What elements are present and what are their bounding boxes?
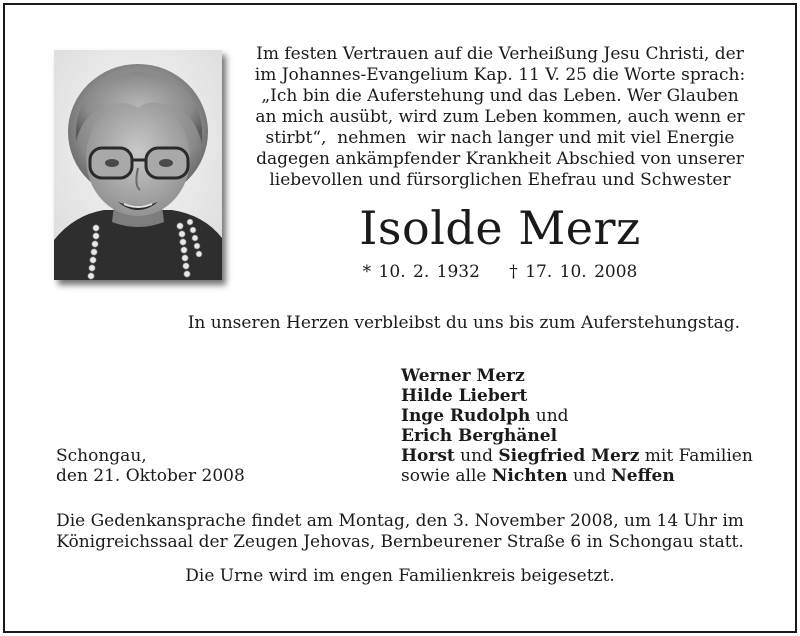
service-info: [50, 511, 750, 553]
memorial-motto: In unseren Herzen verbleibst du uns bis zum Auferstehungstag.: [187, 313, 740, 333]
mourner-row: [401, 446, 761, 466]
mourner-suffix: und: [530, 406, 569, 426]
intro-line: im Johannes-Evangelium Kap. 11 V. 25 die Worte sprach:: [254, 65, 746, 85]
service-line: Die Gedenkansprache findet am Montag, den 3. November 2008, um 14 Uhr im: [56, 511, 744, 531]
mourner-row: [401, 366, 761, 386]
service-line: Königreichssaal der Zeugen Jehovas, Bernbeurener Straße 6 in Schongau statt.: [56, 532, 744, 552]
mourner-joiner: und: [454, 446, 499, 466]
mourner-name: Werner Merz: [401, 366, 525, 386]
mourner-name: Nichten: [491, 466, 568, 486]
mourner-prefix: sowie alle: [401, 466, 492, 486]
intro-line: dagegen ankämpfender Krankheit Abschied von unserer: [256, 149, 744, 169]
mourner-name: Neffen: [611, 466, 675, 486]
birth-date: * 10. 2. 1932: [362, 262, 480, 282]
mourner-name: Hilde Liebert: [401, 386, 528, 406]
portrait-illustration: [54, 50, 222, 280]
mourner-name: Horst: [401, 446, 455, 466]
mourner-suffix: mit Familien: [639, 446, 753, 466]
death-date: † 17. 10. 2008: [509, 262, 638, 282]
intro-line: stirbt“, nehmen wir nach langer und mit viel Energie: [265, 128, 735, 148]
portrait-photo: [54, 50, 222, 280]
city: Schongau,: [56, 446, 147, 466]
intro-line: an mich ausübt, wird zum Leben kommen, auch wenn er: [255, 107, 745, 127]
place-and-date: [56, 446, 356, 486]
mourner-row: [401, 406, 761, 426]
life-dates: [244, 262, 756, 282]
mourner-row: [401, 386, 761, 406]
intro-text: [244, 44, 756, 191]
intro-line: „Ich bin die Auferstehung und das Leben. Wer Glauben: [261, 86, 739, 106]
intro-line: liebevollen und fürsorglichen Ehefrau und Schwester: [269, 170, 731, 190]
mourner-name: Inge Rudolph: [401, 406, 531, 426]
mourner-row: [401, 426, 761, 446]
notice-date: den 21. Oktober 2008: [56, 466, 245, 486]
mourners-list: [401, 366, 761, 486]
deceased-name: Isolde Merz: [359, 201, 641, 255]
mourner-joiner: und: [567, 466, 612, 486]
urn-note: Die Urne wird im engen Familienkreis beigesetzt.: [185, 566, 615, 586]
mourner-name: Erich Berghänel: [401, 426, 558, 446]
mourner-row: [401, 466, 761, 486]
intro-line: Im festen Vertrauen auf die Verheißung Jesu Christi, der: [256, 44, 744, 64]
mourner-name: Siegfried Merz: [498, 446, 640, 466]
